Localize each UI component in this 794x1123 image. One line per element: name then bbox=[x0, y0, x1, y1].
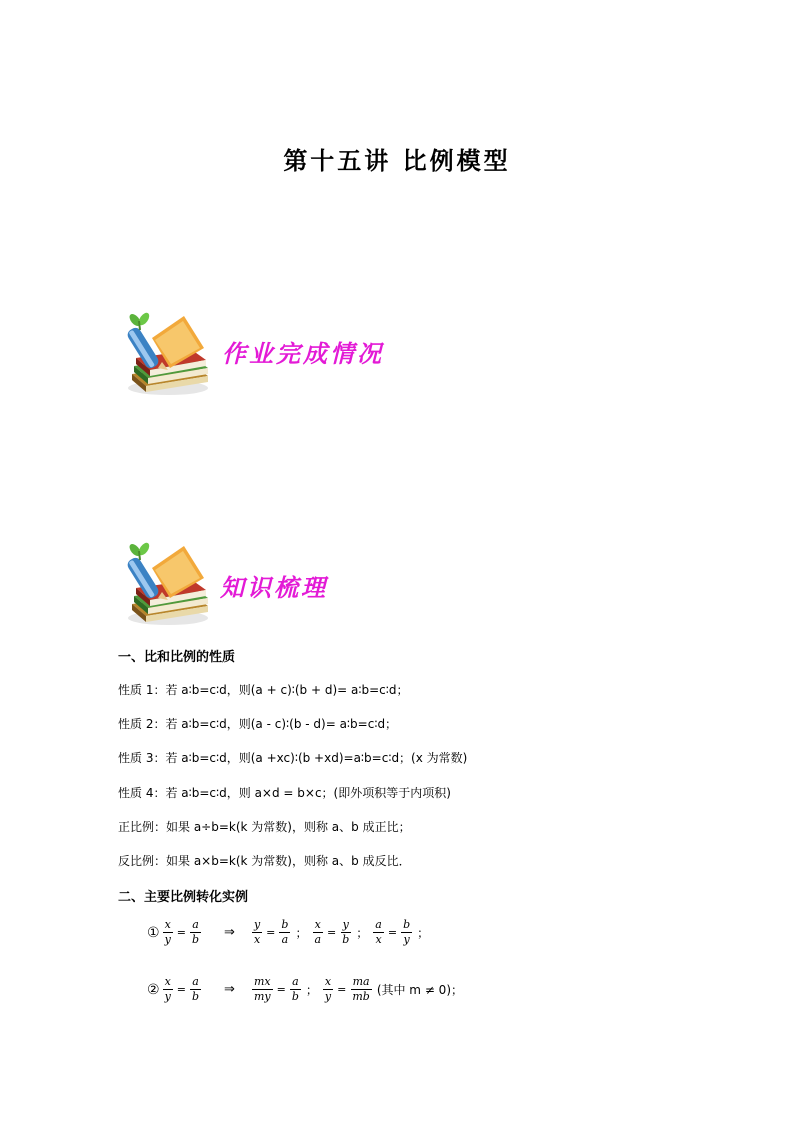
property-2: 性质 2：若 a∶b=c∶d，则(a - c)∶(b - d)= a∶b=c∶d； bbox=[118, 717, 398, 731]
formula-2-note: (其中 m ≠ 0)； bbox=[376, 983, 463, 997]
direct-proportion: 正比例：如果 a÷b=k(k 为常数)，则称 a、b 成正比； bbox=[118, 820, 411, 834]
fraction: $\frac{x}{a}$ bbox=[314, 918, 322, 946]
section-homework bbox=[122, 308, 442, 398]
fraction: $\frac{y}{x}$ bbox=[253, 918, 261, 946]
inverse-proportion: 反比例：如果 a×b=k(k 为常数)，则称 a、b 成反比． bbox=[118, 854, 411, 868]
section-knowledge bbox=[122, 538, 442, 628]
fraction: $\frac{x}{y}$ bbox=[164, 975, 171, 1003]
formula-2: ② $\frac{x}{y}$ = $\frac{a}{b}$ ⇒ $\frac{mx}{my}$ = $\frac{a}{b}$ ； $\frac{x}{y}$ = $\frac{ma}{mb}$ (其中 m ≠ 0)； bbox=[147, 975, 463, 1003]
part1-heading: 一、比和比例的性质 bbox=[118, 650, 236, 665]
formula-1: ① $\frac{x}{y}$ = $\frac{a}{b}$ ⇒ $\frac{y}{x}$ = $\frac{b}{a}$ ； $\frac{x}{a}$ = $\frac{y}{b}$ ； $\frac{a}{x}$ = $\frac{b}{y}$ ； bbox=[147, 918, 430, 946]
property-4: 性质 4：若 a∶b=c∶d，则 a×d = b×c；(即外项积等于内项积) bbox=[118, 786, 451, 800]
fraction: $\frac{a}{b}$ bbox=[192, 975, 200, 1003]
property-1: 性质 1：若 a∶b=c∶d，则(a + c)∶(b + d)= a∶b=c∶d； bbox=[118, 683, 409, 697]
fraction: $\frac{b}{a}$ bbox=[281, 918, 289, 946]
fraction: $\frac{a}{x}$ bbox=[375, 918, 382, 946]
books-pencil-icon bbox=[122, 308, 214, 398]
fraction: $\frac{x}{y}$ bbox=[324, 975, 332, 1003]
fraction: $\frac{x}{y}$ bbox=[164, 918, 171, 946]
fraction: $\frac{a}{b}$ bbox=[291, 975, 299, 1003]
books-pencil-icon bbox=[122, 538, 214, 628]
page-title: 第十五讲 比例模型 bbox=[283, 146, 511, 175]
fraction: $\frac{b}{y}$ bbox=[403, 918, 411, 946]
section-heading-knowledge: 知识梳理 bbox=[220, 573, 328, 602]
formula-2-marker: ② bbox=[147, 981, 160, 998]
part2-heading: 二、主要比例转化实例 bbox=[118, 890, 249, 905]
fraction: $\frac{mx}{my}$ bbox=[253, 975, 271, 1003]
fraction: $\frac{a}{b}$ bbox=[192, 918, 200, 946]
fraction: $\frac{y}{b}$ bbox=[342, 918, 350, 946]
implies-arrow: ⇒ bbox=[224, 982, 235, 997]
implies-arrow: ⇒ bbox=[224, 925, 235, 940]
fraction: $\frac{ma}{mb}$ bbox=[352, 975, 370, 1003]
formula-1-marker: ① bbox=[147, 924, 160, 941]
property-3: 性质 3：若 a∶b=c∶d，则(a +xc)∶(b +xd)=a∶b=c∶d；(x 为常数) bbox=[118, 751, 468, 765]
section-heading-homework: 作业完成情况 bbox=[222, 339, 384, 368]
